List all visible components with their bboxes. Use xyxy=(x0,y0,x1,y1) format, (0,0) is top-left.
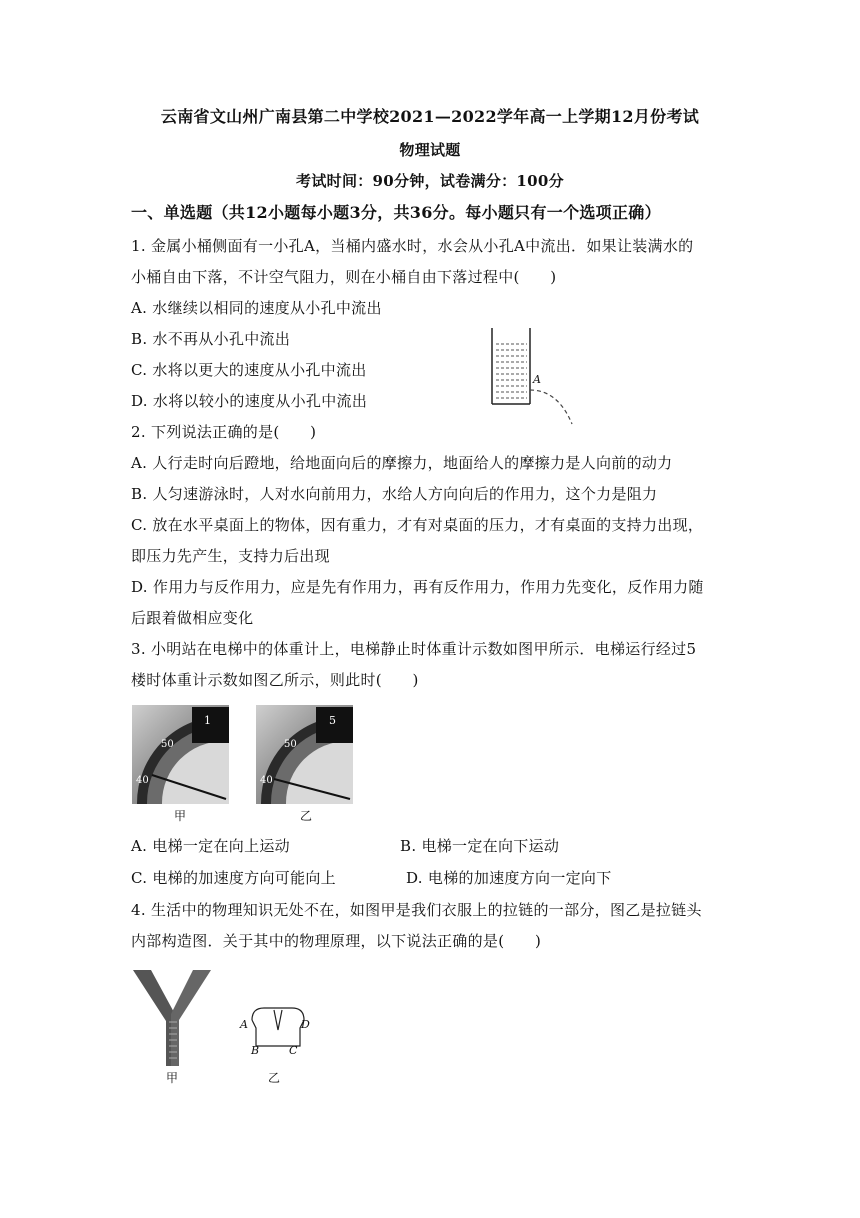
q2-option-c-cont: 即压力先产生，支持力后出现 xyxy=(131,547,330,565)
q3-stem-line1: 3. 小明站在电梯中的体重计上，电梯静止时体重计示数如图甲所示．电梯运行经过5 xyxy=(131,640,697,658)
exam-info: 考试时间：90分钟，试卷满分：100分 xyxy=(296,172,564,190)
scale-photo-yi xyxy=(256,705,353,804)
scale-photo-jia xyxy=(132,705,229,804)
label-d: D xyxy=(301,1018,310,1031)
scale-mark-40-yi: 40 xyxy=(260,775,273,786)
q2-option-c: C. 放在水平桌面上的物体，因有重力，才有对桌面的压力，才有桌面的支持力出现， xyxy=(131,516,704,534)
section-heading: 一、单选题（共12小题每小题3分，共36分。每小题只有一个选项正确） xyxy=(131,203,661,222)
exam-subtitle: 物理试题 xyxy=(399,141,461,159)
q1-stem-line2: 小桶自由下落，不计空气阻力，则在小桶自由下落过程中( ) xyxy=(131,268,557,286)
hole-label: A xyxy=(533,373,541,386)
caption-zipper-yi: 乙 xyxy=(268,1071,281,1085)
scale-mark-50-yi: 50 xyxy=(284,739,297,750)
zipper-photo xyxy=(131,966,213,1068)
q3-option-a: A. 电梯一定在向上运动 xyxy=(131,837,290,855)
q4-stem-line2: 内部构造图．关于其中的物理原理，以下说法正确的是( ) xyxy=(131,932,542,950)
caption-yi: 乙 xyxy=(300,809,313,823)
label-b: B xyxy=(251,1044,260,1057)
bucket-figure xyxy=(486,324,586,430)
floor-indicator-jia: 1 xyxy=(204,714,211,727)
q2-option-d-cont: 后跟着做相应变化 xyxy=(131,609,254,627)
caption-jia: 甲 xyxy=(174,809,187,823)
q1-stem-line1: 1. 金属小桶侧面有一小孔A，当桶内盛水时，水会从小孔A中流出．如果让装满水的 xyxy=(131,237,694,255)
q3-option-d: D. 电梯的加速度方向一定向下 xyxy=(406,869,612,887)
floor-indicator-yi: 5 xyxy=(329,714,336,727)
q2-option-d: D. 作用力与反作用力，应是先有作用力，再有反作用力，作用力先变化，反作用力随 xyxy=(131,578,704,596)
q3-option-b: B. 电梯一定在向下运动 xyxy=(400,837,560,855)
label-a: A xyxy=(240,1018,248,1031)
q1-option-d: D. 水将以较小的速度从小孔中流出 xyxy=(131,392,368,410)
q3-option-c: C. 电梯的加速度方向可能向上 xyxy=(131,869,336,887)
q4-stem-line1: 4. 生活中的物理知识无处不在，如图甲是我们衣服上的拉链的一部分，图乙是拉链头 xyxy=(131,901,702,919)
caption-zipper-jia: 甲 xyxy=(166,1071,179,1085)
q2-stem: 2. 下列说法正确的是( ) xyxy=(131,423,317,441)
scale-mark-40-jia: 40 xyxy=(136,775,149,786)
label-c: C xyxy=(289,1044,298,1057)
exam-title: 云南省文山州广南县第二中学校2021—2022学年高一上学期12月份考试 xyxy=(160,107,700,126)
q1-option-b: B. 水不再从小孔中流出 xyxy=(131,330,291,348)
q2-option-b: B. 人匀速游泳时，人对水向前用力，水给人方向向后的作用力，这个力是阻力 xyxy=(131,485,658,503)
zipper-head-diagram xyxy=(238,1000,318,1064)
q1-option-a: A. 水继续以相同的速度从小孔中流出 xyxy=(131,299,382,317)
q2-option-a: A. 人行走时向后蹬地，给地面向后的摩擦力，地面给人的摩擦力是人向前的动力 xyxy=(131,454,673,472)
scale-mark-50-jia: 50 xyxy=(161,739,174,750)
q1-option-c: C. 水将以更大的速度从小孔中流出 xyxy=(131,361,367,379)
q3-stem-line2: 楼时体重计示数如图乙所示，则此时( ) xyxy=(131,671,419,689)
